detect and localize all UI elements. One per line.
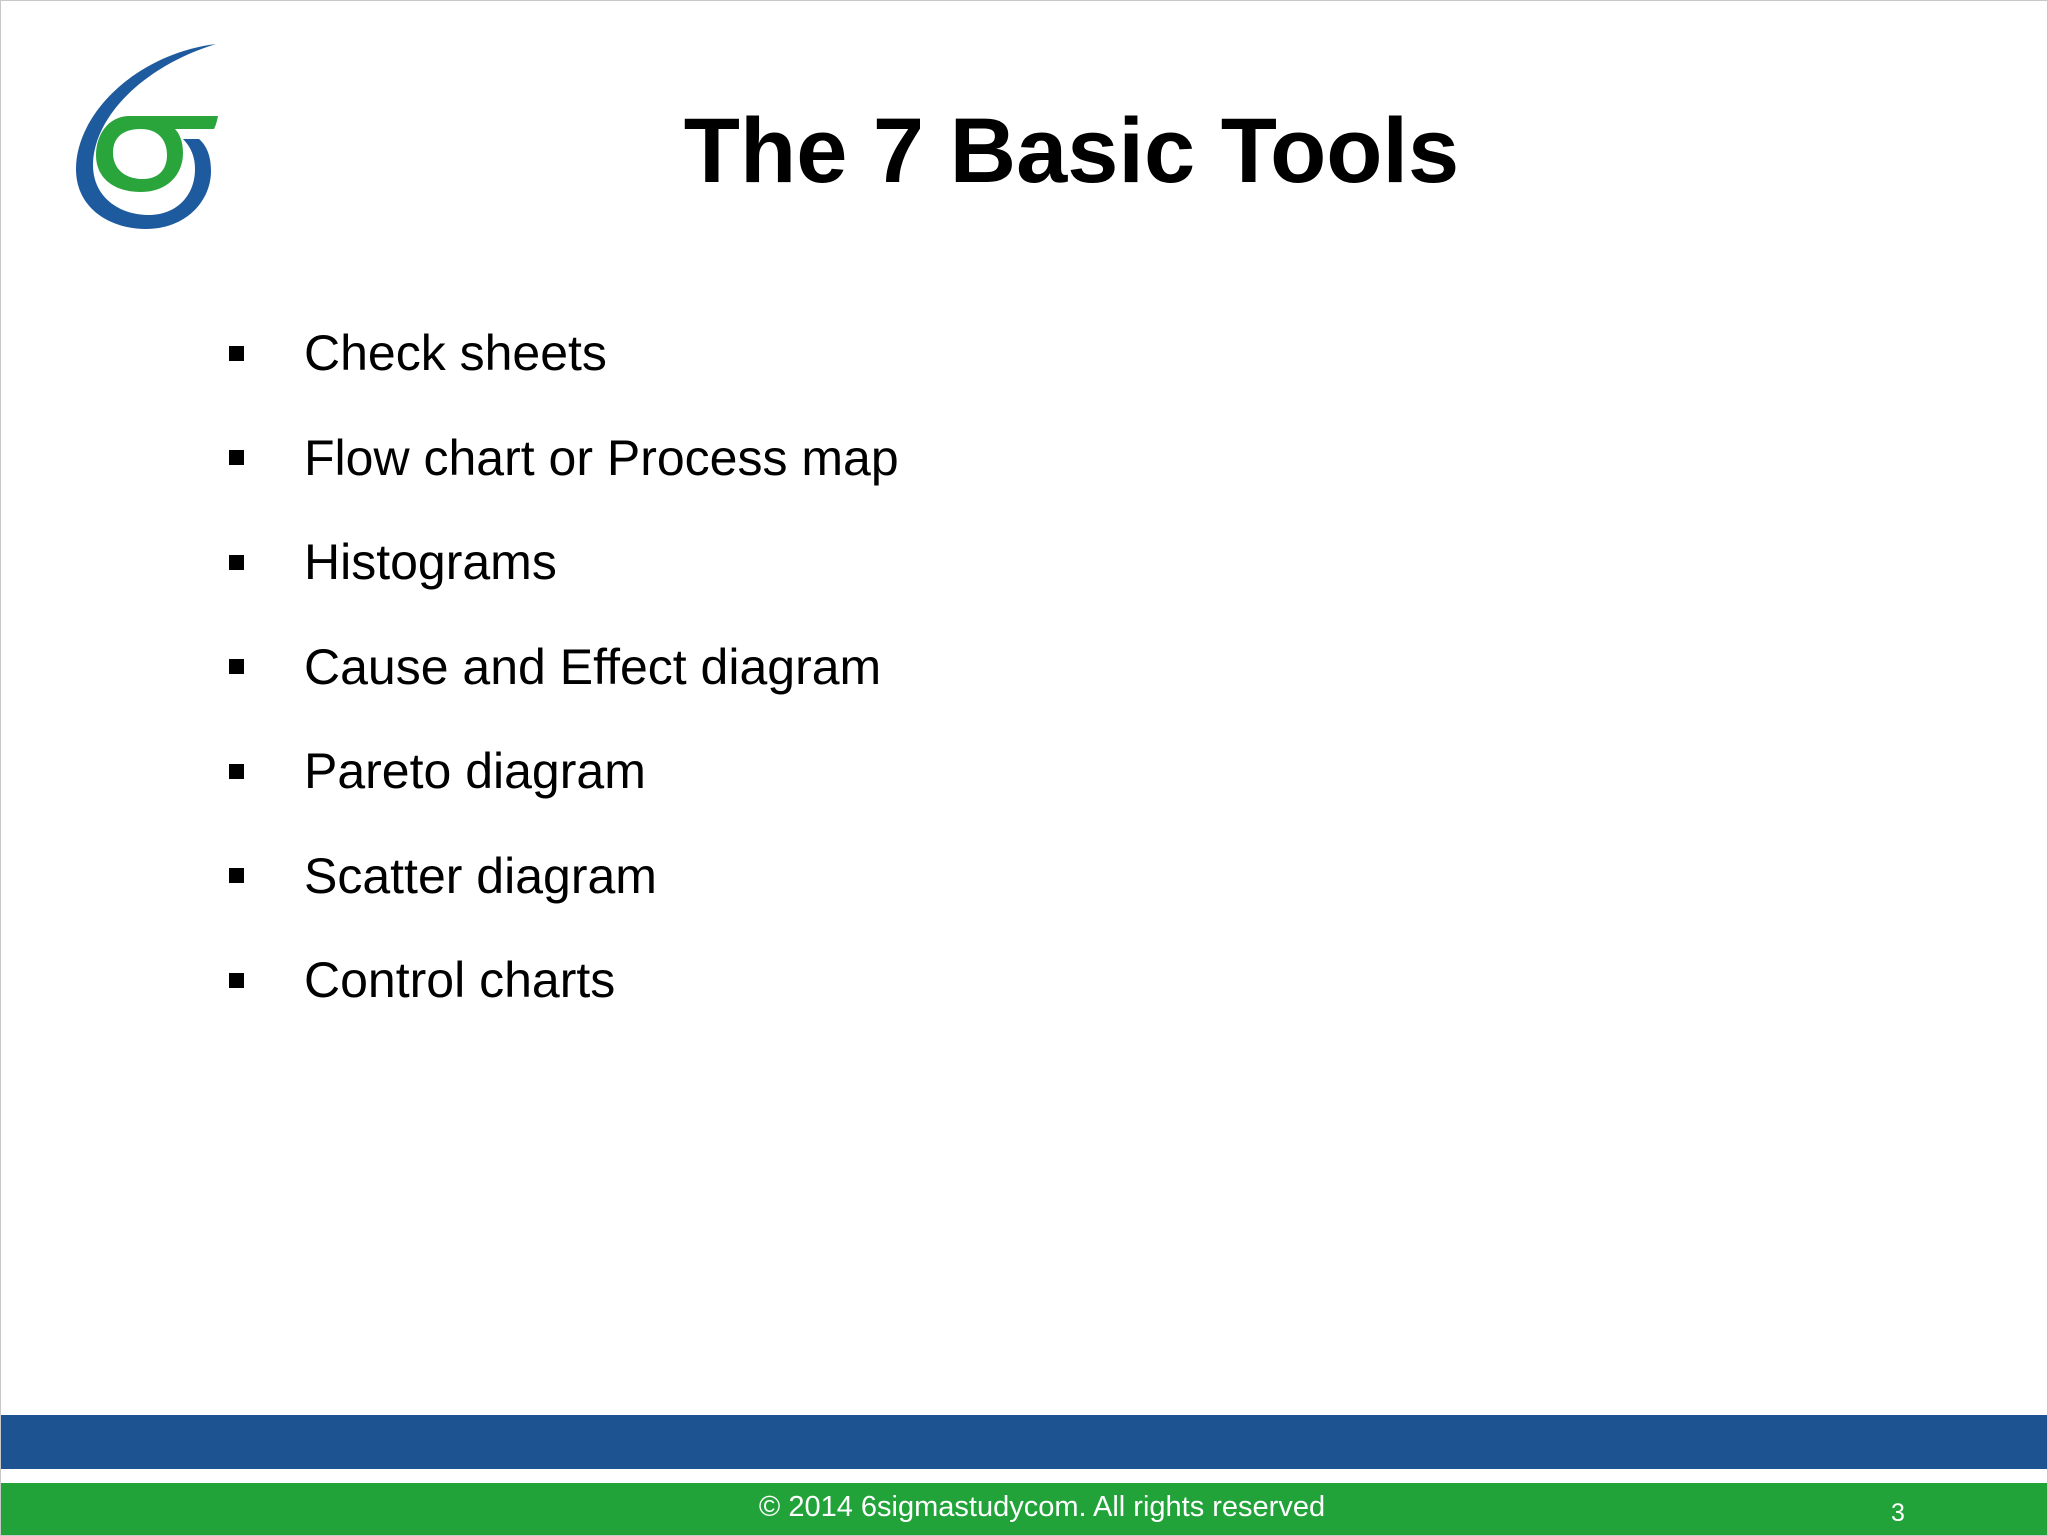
page-number: 3	[1891, 1499, 1905, 1527]
bullet-text: Control charts	[304, 952, 616, 1009]
list-item	[229, 928, 899, 1033]
list-item	[229, 615, 899, 720]
square-bullet-icon	[229, 868, 244, 883]
bullet-text: Check sheets	[304, 325, 607, 382]
bullet-text: Flow chart or Process map	[304, 429, 899, 486]
bullet-text: Histograms	[304, 534, 557, 591]
slide-title: The 7 Basic Tools	[683, 100, 1460, 202]
list-item	[229, 510, 899, 615]
footer-blue-band	[1, 1415, 2047, 1469]
bullet-text: Cause and Effect diagram	[304, 638, 882, 695]
bullet-list	[229, 301, 899, 1033]
list-item	[229, 719, 899, 824]
square-bullet-icon	[229, 450, 244, 465]
list-item	[229, 301, 899, 406]
copyright-text: © 2014 6sigmastudycom. All rights reserved	[758, 1491, 1326, 1523]
list-item	[229, 406, 899, 511]
square-bullet-icon	[229, 555, 244, 570]
bullet-text: Scatter diagram	[304, 847, 657, 904]
bullet-text: Pareto diagram	[304, 743, 646, 800]
square-bullet-icon	[229, 659, 244, 674]
list-item	[229, 824, 899, 929]
square-bullet-icon	[229, 764, 244, 779]
square-bullet-icon	[229, 973, 244, 988]
square-bullet-icon	[229, 346, 244, 361]
